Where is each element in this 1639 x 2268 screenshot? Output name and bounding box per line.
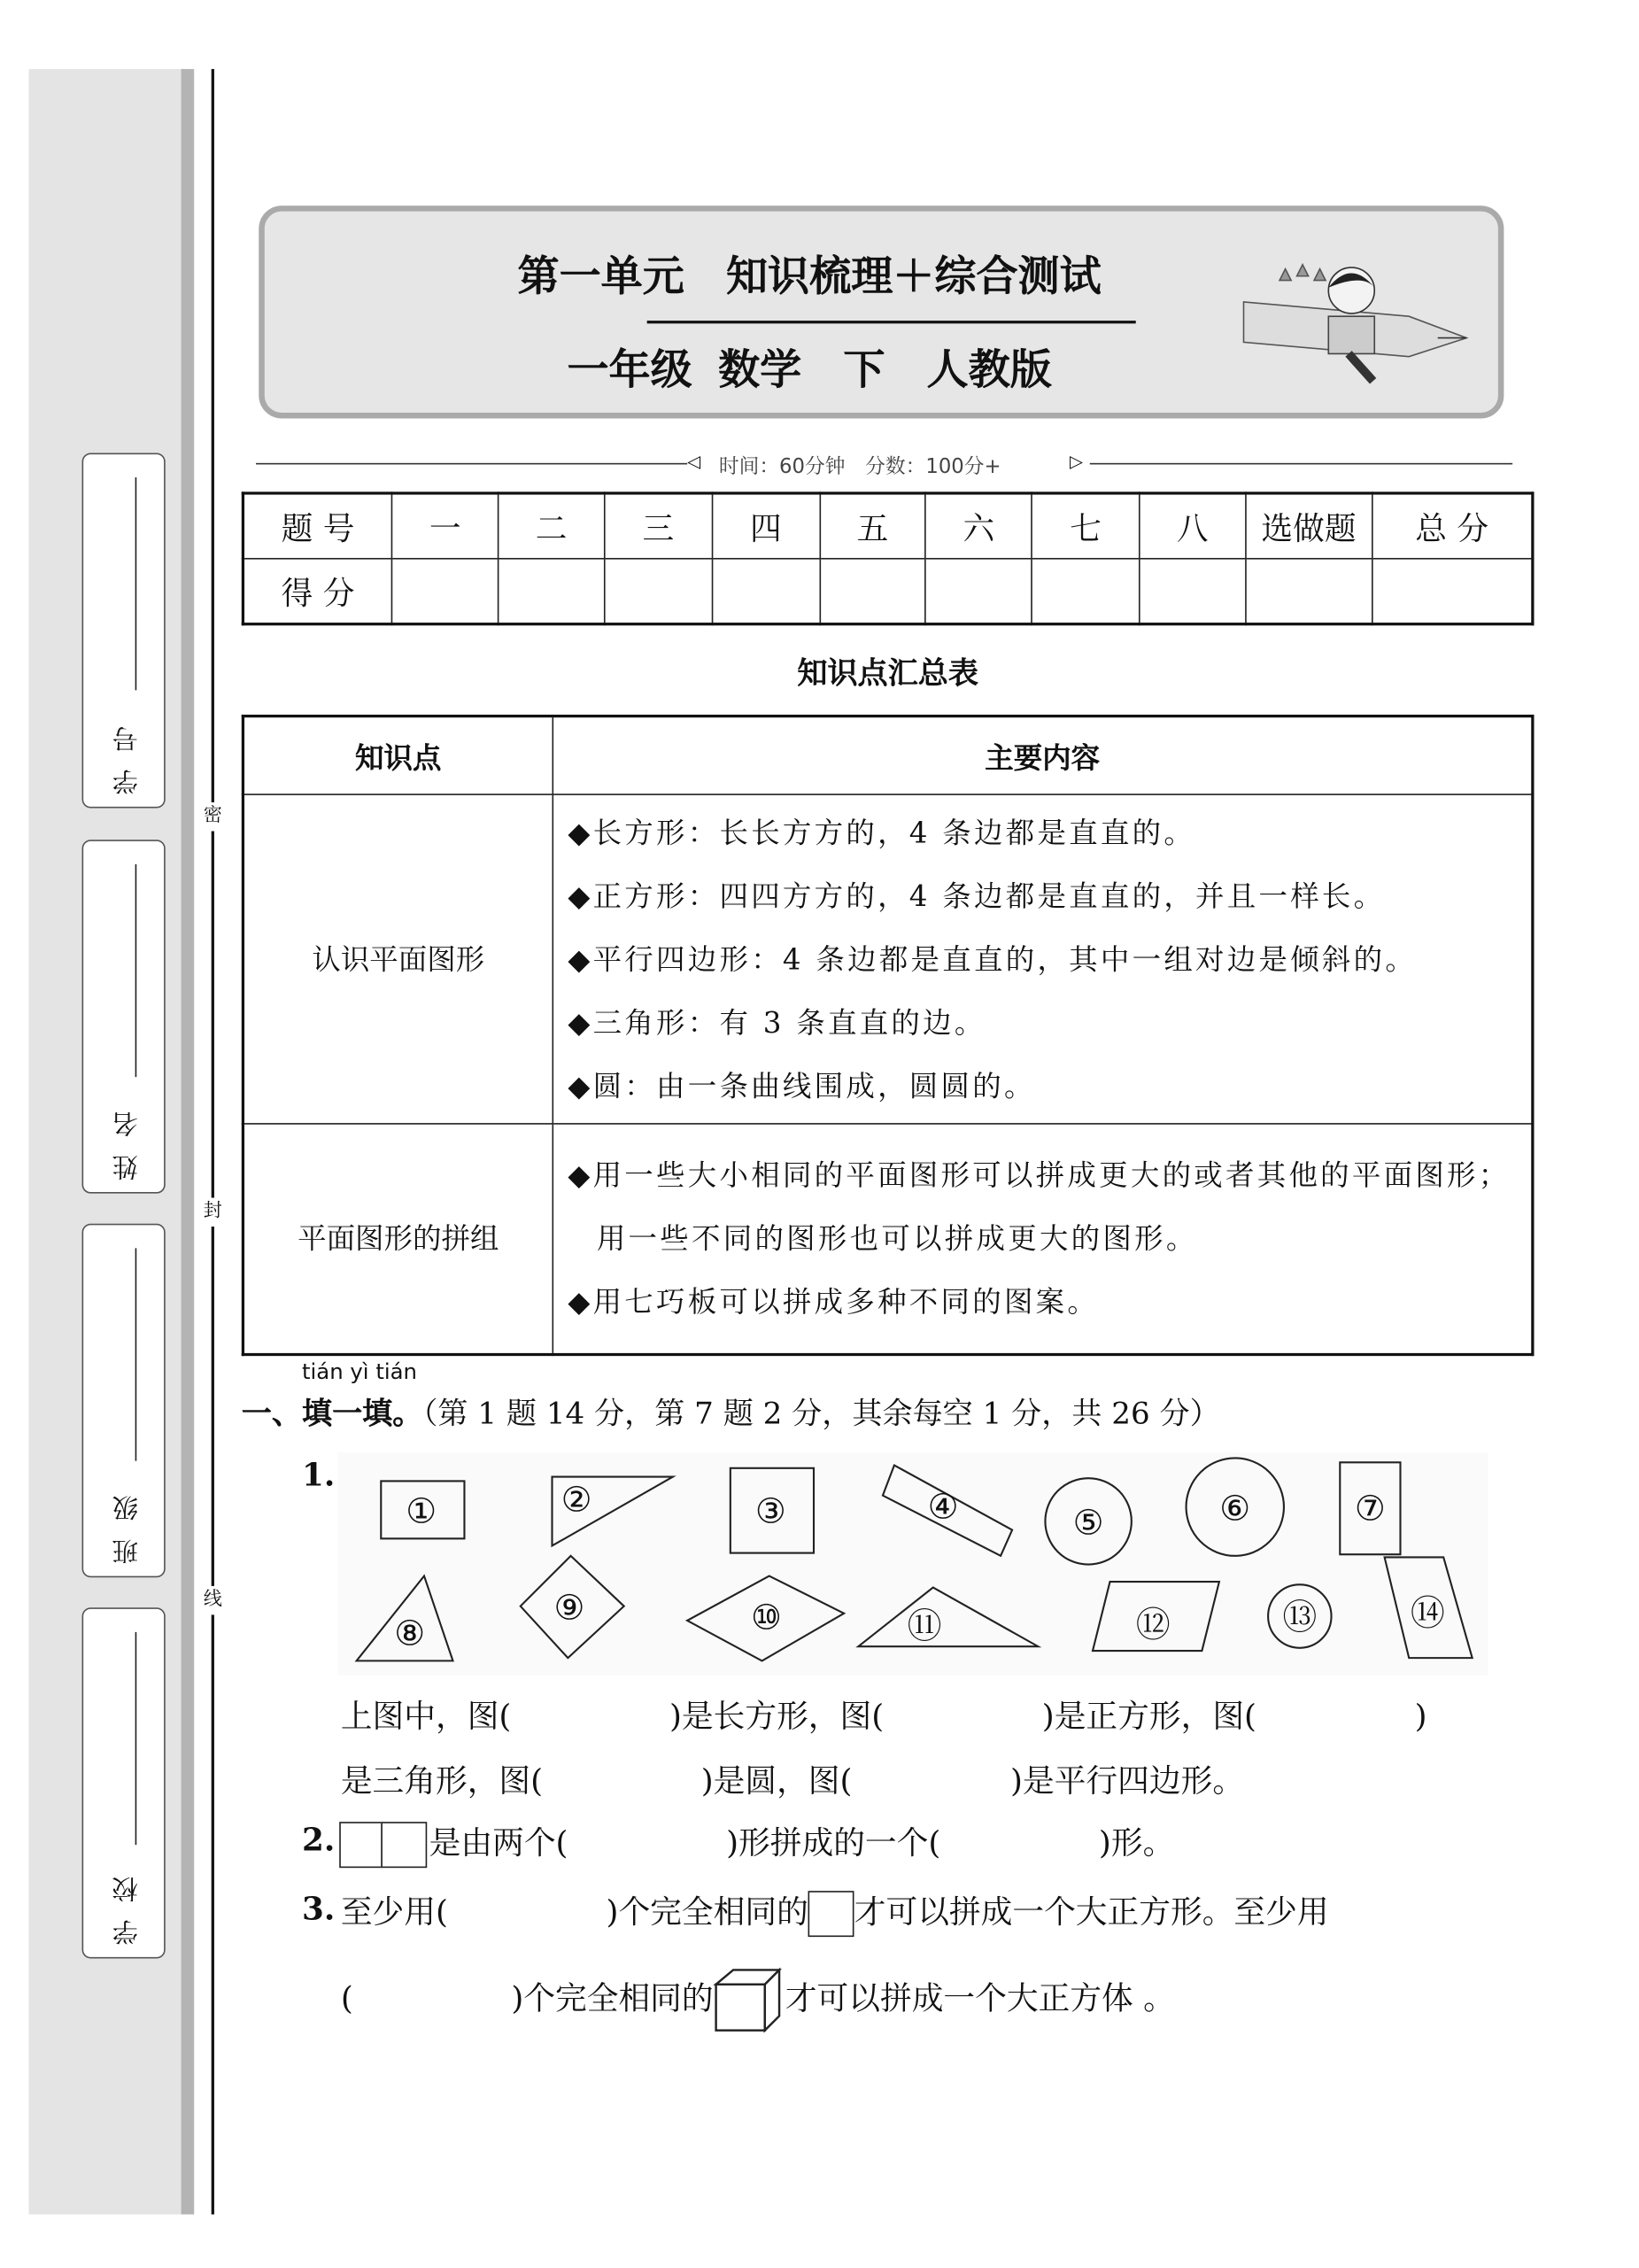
col-topic-header: 知识点 bbox=[243, 716, 553, 794]
domino-rect-right-icon bbox=[380, 1822, 426, 1868]
q3-part1: 至少用( )个完全相同的 bbox=[340, 1895, 808, 1931]
knowledge-point: ◆长方形：长长方方的，4 条边都是直直的。 bbox=[568, 815, 1196, 850]
cube-icon bbox=[714, 1967, 785, 2033]
section-scoring: （第 1 题 14 分，第 7 题 2 分，其余每空 1 分，共 26 分） bbox=[422, 1396, 1220, 1431]
shape-label: ④ bbox=[927, 1487, 959, 1528]
domino-rect-left-icon bbox=[339, 1822, 383, 1868]
title-divider bbox=[647, 321, 1136, 323]
knowledge-table-title: 知识点汇总表 bbox=[797, 655, 978, 691]
question-number: 1. bbox=[301, 1456, 336, 1495]
topic-cell: 平面图形的拼组 bbox=[243, 1124, 553, 1354]
topic-cell: 认识平面图形 bbox=[243, 794, 553, 1124]
shape-label: ① bbox=[406, 1491, 437, 1532]
shape-label: ⑧ bbox=[394, 1614, 426, 1654]
class-field[interactable] bbox=[82, 1224, 166, 1577]
name-field[interactable] bbox=[82, 840, 166, 1193]
shape-label: ⑤ bbox=[1072, 1503, 1104, 1544]
q3-line1 bbox=[341, 1888, 1329, 1937]
score-cell[interactable] bbox=[820, 559, 926, 624]
shape-label: ⑨ bbox=[553, 1588, 585, 1629]
question-number: 2. bbox=[301, 1822, 336, 1860]
class-label: 班级 bbox=[112, 1478, 143, 1565]
score-header-cell: 三 bbox=[605, 493, 712, 559]
cut-line bbox=[212, 69, 214, 2215]
score-row bbox=[243, 559, 1532, 624]
knowledge-point: ◆平行四边形：4 条边都是直直的，其中一组对边是倾斜的。 bbox=[568, 941, 1418, 977]
score-row-label: 得 分 bbox=[243, 559, 391, 624]
score-header-cell: 六 bbox=[925, 493, 1032, 559]
q2-line bbox=[339, 1819, 1174, 1868]
section-pinyin: tián yì tián bbox=[301, 1358, 417, 1385]
q3-part4: 才可以拼成一个大正方体 。 bbox=[785, 1981, 1175, 2018]
knowledge-table bbox=[242, 715, 1535, 1355]
score-cell[interactable] bbox=[499, 559, 605, 624]
score-cell[interactable] bbox=[925, 559, 1032, 624]
section-heading bbox=[242, 1390, 1220, 1434]
score-header-cell: 选做题 bbox=[1246, 493, 1372, 559]
score-header-cell: 题 号 bbox=[243, 493, 391, 559]
cut-word-feng: 封 bbox=[201, 1198, 224, 1227]
school-label: 学校 bbox=[112, 1859, 143, 1946]
school-field[interactable] bbox=[82, 1607, 166, 1958]
q3-part3: ( )个完全相同的 bbox=[340, 1981, 714, 2018]
q2-text: 是由两个( )形拼成的一个( )形。 bbox=[429, 1826, 1175, 1862]
q1-line1: 上图中，图( )是长方形，图( )是正方形，图( ) bbox=[340, 1699, 1427, 1736]
section-title: 一、填一填。 bbox=[241, 1396, 423, 1431]
shape-label: ③ bbox=[754, 1491, 786, 1532]
binding-strip-edge bbox=[182, 69, 195, 2215]
shape-label: ⑬ bbox=[1282, 1598, 1318, 1638]
small-square-icon bbox=[808, 1891, 854, 1937]
score-cell[interactable] bbox=[1372, 559, 1533, 624]
knowledge-point: ◆正方形：四四方方的，4 条边都是直直的，并且一样长。 bbox=[568, 879, 1386, 914]
student-pen-illustration-icon bbox=[1236, 259, 1473, 388]
student-id-label: 学号 bbox=[112, 708, 143, 795]
score-cell[interactable] bbox=[712, 559, 819, 624]
score-header-cell: 七 bbox=[1032, 493, 1139, 559]
knowledge-point: ◆圆：由一条曲线围成，圆圆的。 bbox=[568, 1068, 1036, 1103]
shape-label: ⑪ bbox=[907, 1606, 942, 1647]
time-score-info: ◁ 时间：60分钟 分数：100分+ ▷ bbox=[256, 452, 1512, 477]
score-cell[interactable] bbox=[605, 559, 712, 624]
score-header-cell: 四 bbox=[712, 493, 819, 559]
score-header-row bbox=[243, 493, 1532, 559]
knowledge-point: ◆用一些大小相同的平面图形可以拼成更大的或者其他的平面图形；用一些不同的图形也可以拼成更大的图形。 bbox=[568, 1157, 1511, 1256]
page-title: 第一单元 知识梳理＋综合测试 bbox=[517, 252, 1102, 301]
name-label: 姓名 bbox=[112, 1094, 143, 1181]
score-cell[interactable] bbox=[1032, 559, 1139, 624]
score-header-cell: 总 分 bbox=[1372, 493, 1533, 559]
cut-word-mi: 密 bbox=[201, 802, 224, 831]
shape-label: ⑦ bbox=[1354, 1489, 1386, 1529]
score-cell[interactable] bbox=[1140, 559, 1246, 624]
q3-line2 bbox=[341, 1967, 1175, 2033]
shape-label: ⑩ bbox=[750, 1598, 782, 1638]
shape-label: ② bbox=[561, 1480, 592, 1521]
score-header-cell: 八 bbox=[1140, 493, 1246, 559]
knowledge-row bbox=[243, 794, 1532, 1124]
student-id-field[interactable] bbox=[82, 453, 166, 808]
score-table bbox=[242, 492, 1535, 625]
cut-word-xian: 线 bbox=[201, 1586, 224, 1614]
knowledge-row bbox=[243, 1124, 1532, 1354]
shape-label: ⑥ bbox=[1219, 1489, 1251, 1529]
col-content-header: 主要内容 bbox=[553, 716, 1533, 794]
q1-line2: 是三角形，图( )是圆，图( )是平行四边形。 bbox=[340, 1764, 1245, 1800]
shapes-figure bbox=[338, 1452, 1488, 1676]
page-subtitle: 一年级 数学 下 人教版 bbox=[567, 344, 1052, 394]
shape-label: ⑫ bbox=[1135, 1605, 1171, 1645]
score-cell[interactable] bbox=[392, 559, 499, 624]
time-score-text: 时间：60分钟 分数：100分+ bbox=[718, 455, 1001, 479]
knowledge-point: ◆三角形：有 3 条直直的边。 bbox=[568, 1004, 986, 1040]
question-number: 3. bbox=[301, 1891, 336, 1929]
score-header-cell: 五 bbox=[820, 493, 926, 559]
shape-label: ⑭ bbox=[1410, 1593, 1445, 1634]
q3-part2: 才可以拼成一个大正方形。至少用 bbox=[854, 1895, 1329, 1931]
score-header-cell: 二 bbox=[499, 493, 605, 559]
knowledge-point: ◆用七巧板可以拼成多种不同的图案。 bbox=[568, 1284, 1100, 1320]
score-header-cell: 一 bbox=[392, 493, 499, 559]
score-cell[interactable] bbox=[1246, 559, 1372, 624]
